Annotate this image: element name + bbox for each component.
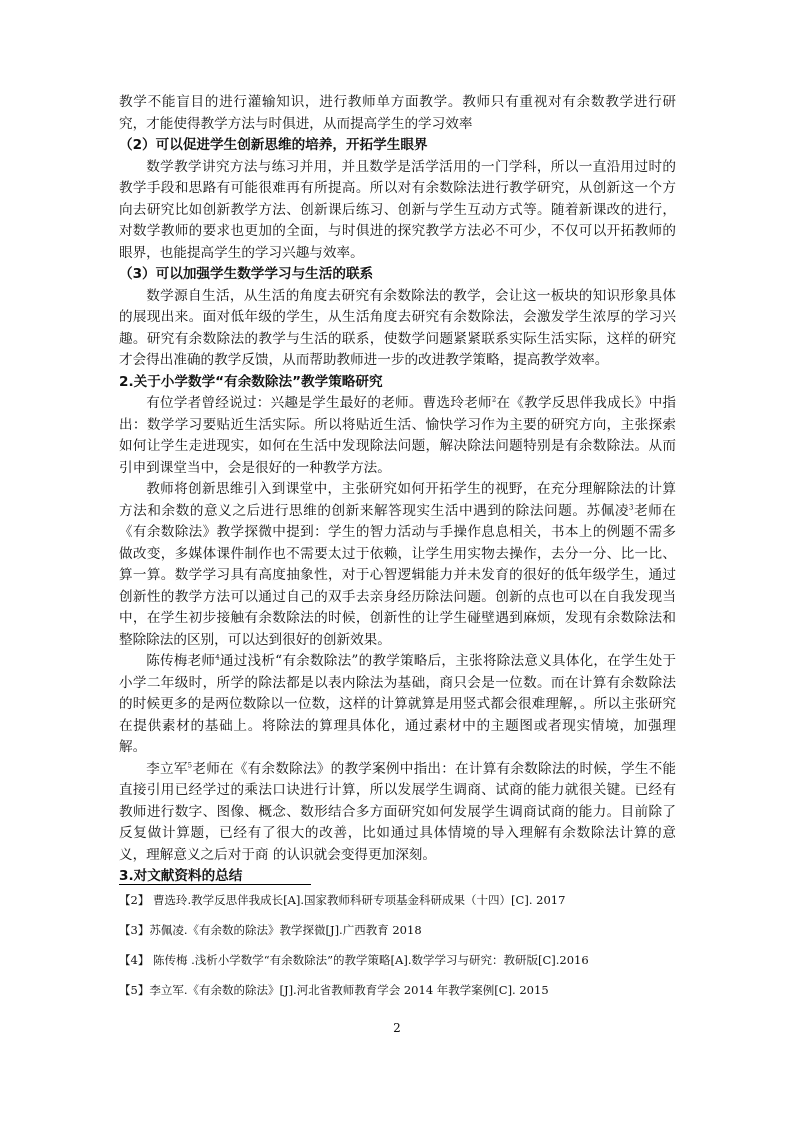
footnotes bbox=[119, 892, 676, 1012]
footnote-ref: 4 bbox=[215, 653, 220, 662]
footnote-ref: 5 bbox=[187, 760, 193, 769]
section-heading: 3.对文献资料的总结 bbox=[119, 868, 243, 884]
footnote-entry: 【4】 陈传梅 .浅析小学数学“有余数除法”的教学策略[A].数学学习与研究：教研版[C].2016 bbox=[119, 953, 589, 967]
paragraph-text: 老师在《有余数除法》的教学案例中指出：在计算有余数除法的时候，学生不能直接引用已经学过的乘法口诀进行计算，所以发展学生调商、试商的能力就很关键。已经有教师进行数字、图像、概念、数形结合多方面研究如何发展学生调商试商的能力。目前除了反复做计算题，已经有了很大的改善，比如通过具体情境的导入理解有余数除法计算的意义，理解意义之后对于商 的认识就会变得更加深刻。 bbox=[119, 760, 677, 863]
footnote-entry: 【5】李立军.《有余数的除法》[J].河北省教师教育学会 2014 年教学案例[C]. 2015 bbox=[119, 983, 549, 997]
paragraph-text: 通过浅析“有余数除法”的教学策略后，主张将除法意义具体化，在学生处于小学二年级时，所学的除法都是以表内除法为基础，商只会是一位数。而在计算有余数除法的时候更多的是两位数除以一位数，这样的计算就算是用竖式都会很难理解，。所以主张研究在提供素材的基础上。将除法的算理具体化，通过素材中的主题图或者现实情境，加强理解。 bbox=[119, 653, 676, 755]
subheading: （3）可以加强学生数学学习与生活的联系 bbox=[119, 266, 374, 282]
subheading: （2）可以促进学生创新思维的培养，开拓学生眼界 bbox=[119, 137, 428, 153]
paragraph-text: 陈传梅老师 bbox=[146, 653, 216, 669]
footnote-entry: 【2】 曹选玲.教学反思伴我成长[A].国家教师科研专项基金科研成果（十四）[C]. 2017 bbox=[119, 893, 566, 907]
body-text bbox=[119, 92, 676, 888]
paragraph bbox=[119, 479, 676, 651]
paragraph-text: 李立军 bbox=[146, 760, 188, 777]
section-heading: 2.关于小学数学“有余数除法”教学策略研究 bbox=[119, 373, 383, 390]
paragraph: 教学不能盲目的进行灌输知识，进行教师单方面教学。教师只有重视对有余数教学进行研究，才能使得教学方法与时俱进，从而提高学生的学习效率 bbox=[119, 94, 676, 132]
paragraph-text: 有位学者曾经说过：兴趣是学生最好的老师。曹选玲老师 bbox=[146, 395, 492, 411]
footnote-entry: 【3】苏佩凌.《有余数的除法》教学探微[J].广西教育 2018 bbox=[119, 923, 422, 937]
paragraph-text: 在《教学反思伴我成长》中指出：数学学习要贴近生活实际。所以将贴近生活、愉快学习作为主要的研究方向，主张探索如何让学生走进现实，如何在生活中发现除法问题，解决除法问题特别是有余数除法。从而引申到课堂当中，会是很好的一种教学方法。 bbox=[119, 395, 677, 476]
footnote-ref: 2 bbox=[491, 395, 497, 404]
footnote-ref: 3 bbox=[629, 502, 634, 511]
paragraph-text: 老师在《有余数除法》教学探微中提到：学生的智力活动与手操作息息相关，书本上的例题不需多做改变，多媒体课件制作也不需要太过于依赖，让学生用实物去操作，去分一分、比一比、算一算。数学学习具有高度抽象性，对于心智逻辑能力并未发育的很好的低年级学生，通过创新性的教学方法可以通过自己的双手去亲身经历除法问题。创新的点也可以在自我发现当中，在学生初步接触有余数除法的时候，创新性的让学生碰壁遇到麻烦，发现有余数除法和整除除法的区别，可以达到很好的创新效果。 bbox=[119, 502, 677, 648]
paragraph-text: 教师将创新思维引入到课堂中，主张研究如何开拓学生的视野，在充分理解除法的计算方法和余数的意义之后进行思维的创新来解答现实生活中遇到的除法问题。苏佩凌 bbox=[119, 481, 676, 519]
paragraph bbox=[119, 393, 676, 479]
paragraph: 数学教学讲究方法与练习并用，并且数学是活学活用的一门学科，所以一直沿用过时的教学手段和思路有可能很难再有所提高。所以对有余数除法进行教学研究，从创新这一个方向去研究比如创新教学方法、创新课后练习、创新与学生互动方式等。随着新课改的进行，对数学教师的要求也更加的全面，与时俱进的探究教学方法必不可少，不仅可以开拓教师的眼界，也能提高学生的学习兴趣与效率。 bbox=[119, 158, 676, 261]
page-number: 2 bbox=[393, 1021, 401, 1035]
footnote-divider bbox=[119, 884, 311, 885]
paragraph bbox=[119, 651, 676, 759]
paragraph bbox=[119, 759, 676, 867]
paragraph: 数学源自生活，从生活的角度去研究有余数除法的教学，会让这一板块的知识形象具体的展现出来。面对低年级的学生，从生活角度去研究有余数除法，会激发学生浓厚的学习兴趣。研究有余数除法的教学与生活的联系，使数学问题紧紧联系实际生活实际，这样的研究才会得出准确的教学反馈，从而帮助教师进一步的改进教学策略，提高教学效率。 bbox=[119, 287, 676, 368]
